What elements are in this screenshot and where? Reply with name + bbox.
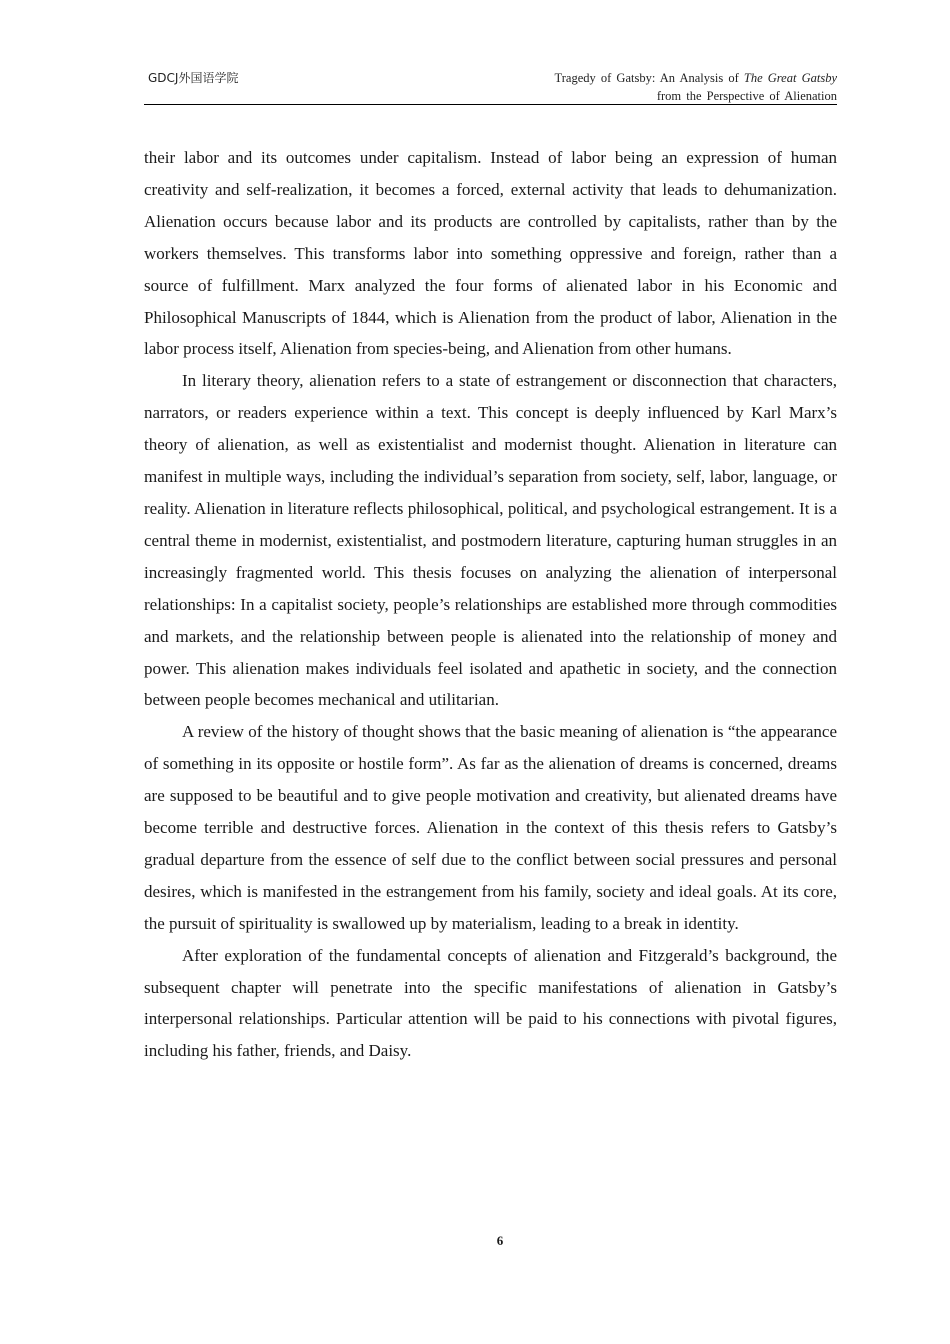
paragraph-continued: their labor and its outcomes under capitalism. Instead of labor being an expression of human creativity and self-realization, it becomes a forced, external activity that leads to dehumanization. Alienation occurs because labor and its products are controlled by capitalists, rather than by the workers themselves. This transforms labor into something oppressive and foreign, rather than a source of fulfillment. Marx analyzed the four forms of alienated labor in his Economic and Philosophical Manuscripts of 1844, which is Alienation from the product of labor, Alienation in the labor process itself, Alienation from species-being, and Alienation from other humans. [144, 148, 837, 359]
paragraph: In literary theory, alienation refers to a state of estrangement or disconnection that characters, narrators, or readers experience within a text. This concept is deeply influenced by Karl Marx’s theory of alienation, as well as existentialist and modernist thought. Alienation in literature can manifest in multiple ways, including the individual’s separation from society, self, labor, language, or reality. Alienation in literature reflects philosophical, political, and psychological estrangement. It is a central theme in modernist, existentialist, and postmodern literature, capturing human struggles in an increasingly fragmented world. This thesis focuses on analyzing the alienation of interpersonal relationships: In a capitalist society, people’s relationships are established more through commodities and markets, and the relationship between people is alienated into the relationship of money and power. This alienation makes individuals feel isolated and apathetic in society, and the connection between people becomes mechanical and utilitarian. [144, 371, 837, 710]
paragraph: A review of the history of thought shows that the basic meaning of alienation is “the appearance of something in its opposite or hostile form”. As far as the alienation of dreams is concerned, dreams are supposed to be beautiful and to give people motivation and creativity, but alienated dreams have become terrible and destructive forces. Alienation in the context of this thesis refers to Gatsby’s gradual departure from the essence of self due to the conflict between social pressures and personal desires, which is manifested in the estrangement from his family, society and ideal goals. At its core, the pursuit of spirituality is swallowed up by materialism, leading to a break in identity. [144, 722, 837, 933]
book-title: The Great Gatsby [743, 71, 837, 85]
page-header [144, 66, 837, 105]
body-text [144, 142, 837, 1067]
running-title-prefix: Tragedy of Gatsby: An Analysis of [554, 71, 744, 85]
running-title-line-2: from the Perspective of Alienation [656, 89, 837, 103]
running-title-line-1 [555, 69, 837, 87]
running-title [555, 69, 837, 105]
page-number: 6 [496, 1233, 504, 1248]
paragraph: After exploration of the fundamental concepts of alienation and Fitzgerald’s background, the subsequent chapter will penetrate into the specific manifestations of alienation in Gatsby’s interpersonal relationships. Particular attention will be paid to his connections with pivotal figures, including his father, friends, and Daisy. [144, 945, 837, 1061]
institution-name: GDCJ外国语学院 [148, 71, 239, 85]
